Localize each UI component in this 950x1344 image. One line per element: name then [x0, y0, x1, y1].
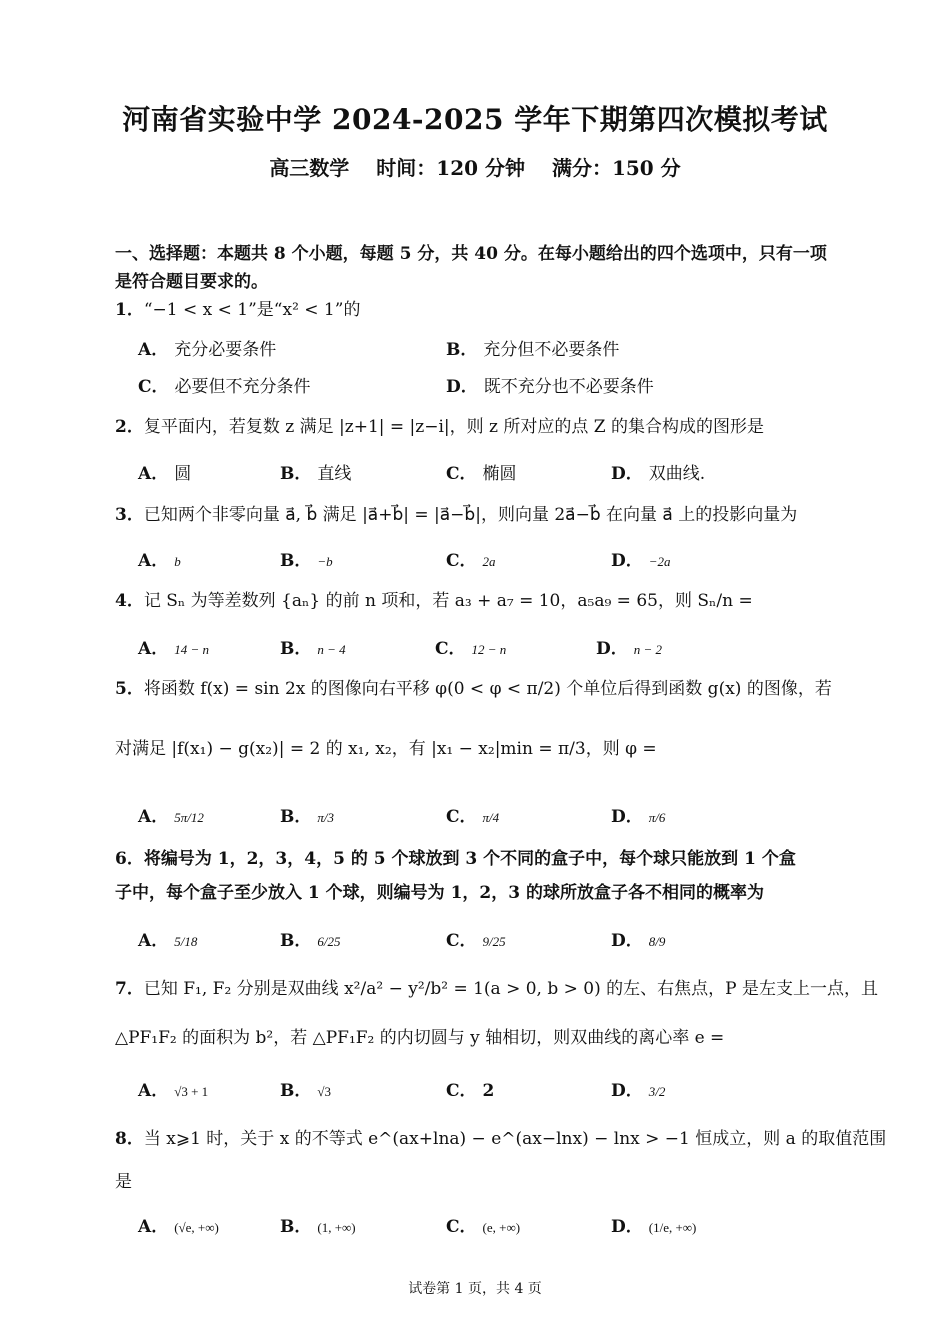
question-1-option-b: B． 充分但不必要条件	[446, 340, 620, 360]
question-6: 6．将编号为 1，2，3，4，5 的 5 个球放到 3 个不同的盒子中，每个球只能放到 1 个盒	[115, 849, 796, 869]
full-score: 满分：150 分	[551, 156, 681, 180]
question-stem-line-2: 对满足 |f(x₁) − g(x₂)| = 2 的 x₁, x₂，有 |x₁ − x₂|min = π/3，则 φ =	[115, 739, 657, 759]
question-8-option-b: B． (1, +∞)	[280, 1217, 356, 1237]
question-1-option-d: D． 既不充分也不必要条件	[446, 377, 654, 397]
question-stem-line-2: △PF₁F₂ 的面积为 b²，若 △PF₁F₂ 的内切圆与 y 轴相切，则双曲线的离心率 e =	[115, 1028, 725, 1048]
question-7-line-2	[115, 1025, 845, 1051]
question-stem-line-1: 当 x⩾1 时，关于 x 的不等式 e^(ax+lna) − e^(ax−lnx) − lnx > −1 恒成立，则 a 的取值范围	[143, 1129, 887, 1149]
question-8-option-d: D． (1/e, +∞)	[611, 1217, 697, 1237]
question-stem: “−1 < x < 1”是“x² < 1”的	[143, 300, 361, 320]
exam-subtitle	[0, 152, 950, 181]
question-5-option-b: B． π/3	[280, 807, 334, 827]
question-7-option-c: C． 2	[446, 1081, 495, 1101]
question-8: 8．当 x⩾1 时，关于 x 的不等式 e^(ax+lna) − e^(ax−lnx) − lnx > −1 恒成立，则 a 的取值范围	[115, 1129, 887, 1149]
question-2-option-c: C． 椭圆	[446, 464, 517, 484]
subject: 高三数学	[269, 156, 350, 180]
question-1-option-c: C． 必要但不充分条件	[138, 377, 311, 397]
question-3-option-c: C． 2a⃗	[446, 551, 506, 571]
question-1: 1．“−1 < x < 1”是“x² < 1”的	[115, 300, 361, 320]
question-7: 7．已知 F₁, F₂ 分别是双曲线 x²/a² − y²/b² = 1(a > 0, b > 0) 的左、右焦点，P 是左支上一点，且	[115, 979, 878, 999]
question-5: 5．将函数 f(x) = sin 2x 的图像向右平移 φ(0 < φ < π/2) 个单位后得到函数 g(x) 的图像，若	[115, 679, 832, 699]
question-6-option-d: D． 8/9	[611, 931, 666, 951]
question-7-option-b: B． √3	[280, 1081, 332, 1101]
question-4-option-a: A． 14 − n	[138, 639, 209, 659]
question-stem-line-2: 是	[115, 1172, 132, 1192]
exam-time: 时间：120 分钟	[376, 156, 525, 180]
question-6-option-a: A． 5/18	[138, 931, 198, 951]
question-stem: 复平面内，若复数 z 满足 |z+1| = |z−i|，则 z 所对应的点 Z 的集合构成的图形是	[143, 417, 765, 437]
section-heading: 一、选择题：本题共 8 个小题，每题 5 分，共 40 分。在每小题给出的四个选项中，只有一项是符合题目要求的。	[115, 244, 827, 292]
question-2-option-b: B． 直线	[280, 464, 352, 484]
question-4-option-b: B． n − 4	[280, 639, 346, 659]
question-3-option-b: B． −b⃗	[280, 551, 343, 571]
question-1-option-a: A． 充分必要条件	[138, 340, 277, 360]
question-5-option-c: C． π/4	[446, 807, 500, 827]
question-3-option-d: D． −2a⃗	[611, 551, 681, 571]
question-7-option-a: A． √3 + 1	[138, 1081, 209, 1101]
page-footer: 试卷第 1 页，共 4 页	[408, 1281, 542, 1297]
question-stem: 已知两个非零向量 a⃗, b⃗ 满足 |a⃗+b⃗| = |a⃗−b⃗|，则向量 2a⃗−b⃗ 在向量 a⃗ 上的投影向量为	[143, 505, 798, 525]
question-stem-line-1: 将编号为 1，2，3，4，5 的 5 个球放到 3 个不同的盒子中，每个球只能放到 1 个盒	[143, 849, 796, 869]
question-4-option-c: C． 12 − n	[435, 639, 507, 659]
question-4: 4．记 Sₙ 为等差数列 {aₙ} 的前 n 项和，若 a₃ + a₇ = 10，a₅a₉ = 65，则 Sₙ/n =	[115, 591, 753, 611]
question-4-option-d: D． n − 2	[596, 639, 663, 659]
question-8-option-c: C． (e, +∞)	[446, 1217, 521, 1237]
question-5-option-a: A． 5π/12	[138, 807, 204, 827]
question-7-option-d: D． 3/2	[611, 1081, 666, 1101]
question-3: 3．已知两个非零向量 a⃗, b⃗ 满足 |a⃗+b⃗| = |a⃗−b⃗|，则向量 2a⃗−b⃗ 在向量 a⃗ 上的投影向量为	[115, 505, 798, 525]
question-2-option-d: D． 双曲线.	[611, 464, 706, 484]
question-6-option-b: B． 6/25	[280, 931, 341, 951]
question-stem-line-2: 子中，每个盒子至少放入 1 个球，则编号为 1，2，3 的球所放盒子各不相同的概率为	[115, 883, 764, 903]
question-5-option-d: D． π/6	[611, 807, 666, 827]
question-2-option-a: A． 圆	[138, 464, 192, 484]
question-stem: 记 Sₙ 为等差数列 {aₙ} 的前 n 项和，若 a₃ + a₇ = 10，a₅a₉ = 65，则 Sₙ/n =	[143, 591, 753, 611]
question-stem-line-1: 已知 F₁, F₂ 分别是双曲线 x²/a² − y²/b² = 1(a > 0, b > 0) 的左、右焦点，P 是左支上一点，且	[143, 979, 878, 999]
question-6-option-c: C． 9/25	[446, 931, 506, 951]
question-stem-line-1: 将函数 f(x) = sin 2x 的图像向右平移 φ(0 < φ < π/2) 个单位后得到函数 g(x) 的图像，若	[143, 679, 832, 699]
question-8-option-a: A． (√e, +∞)	[138, 1217, 219, 1237]
exam-title: 河南省实验中学 2024-2025 学年下期第四次模拟考试	[122, 103, 828, 136]
question-5-line-2	[115, 736, 845, 762]
question-6-line-2	[115, 880, 845, 906]
question-2: 2．复平面内，若复数 z 满足 |z+1| = |z−i|，则 z 所对应的点 Z 的集合构成的图形是	[115, 417, 765, 437]
question-8-line-2	[115, 1169, 845, 1195]
question-3-option-a: A． b⃗	[138, 551, 191, 571]
